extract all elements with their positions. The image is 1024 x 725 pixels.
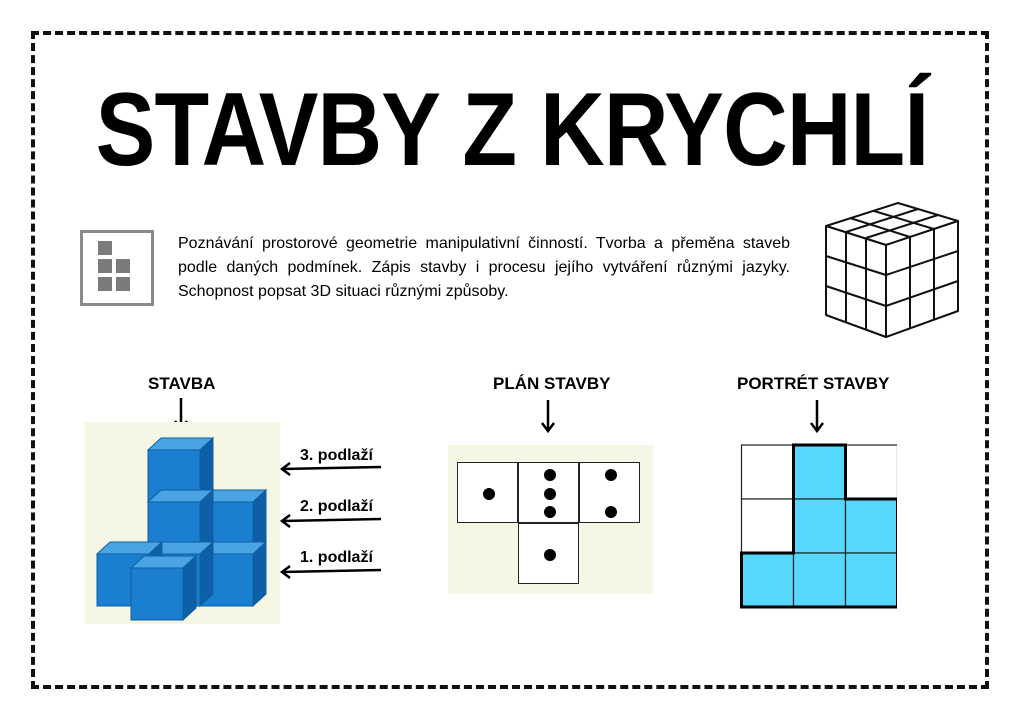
floor-label-2: 2. podlaží — [300, 498, 373, 515]
cube-building-illustration — [85, 422, 280, 624]
plan-dot — [483, 488, 495, 500]
portrait-cell-filled — [794, 553, 846, 607]
plan-cell — [518, 523, 579, 584]
arrow-left-icon — [279, 565, 383, 579]
plan-dot — [544, 549, 556, 561]
portrait-cell-filled — [742, 553, 794, 607]
plan-dot — [544, 488, 556, 500]
plan-cell — [518, 462, 579, 523]
plan-dot — [544, 469, 556, 481]
plan-cell — [457, 462, 518, 523]
arrow-down-icon — [809, 398, 825, 434]
plan-grid — [457, 462, 640, 586]
label-stavba: STAVBA — [148, 374, 216, 393]
label-plan: PLÁN STAVBY — [493, 374, 611, 393]
portrait-cell-empty — [742, 445, 794, 499]
label-portret: PORTRÉT STAVBY — [737, 374, 890, 393]
plan-dot — [544, 506, 556, 518]
plan-dot — [605, 506, 617, 518]
portrait-cell-filled — [846, 553, 898, 607]
plan-cell — [579, 462, 640, 523]
page-title: STAVBY Z KRYCHLÍ — [95, 72, 929, 188]
portrait-cell-filled — [846, 499, 898, 553]
portrait-cell-empty — [846, 445, 898, 499]
portrait-cell-filled — [794, 499, 846, 553]
arrow-left-icon — [279, 462, 383, 476]
arrow-left-icon — [279, 514, 383, 528]
portrait-cell-empty — [742, 499, 794, 553]
intro-paragraph: Poznávání prostorové geometrie manipulativní činností. Tvorba a přeměna staveb podle daných podmínek. Zápis stavby i procesu jejího vytváření různými jazyky. Schopnost popsat 3D situaci různými způsoby. — [178, 235, 790, 300]
floor-label-3: 3. podlaží — [300, 447, 373, 464]
cube-block — [131, 556, 196, 620]
plan-dot — [605, 469, 617, 481]
rubiks-cube-icon — [818, 193, 964, 343]
arrow-down-icon — [540, 398, 556, 434]
floor-label-1: 1. podlaží — [300, 549, 373, 566]
blocks-icon — [80, 230, 154, 306]
portrait-cell-filled — [794, 445, 846, 499]
portrait-grid — [740, 443, 897, 610]
